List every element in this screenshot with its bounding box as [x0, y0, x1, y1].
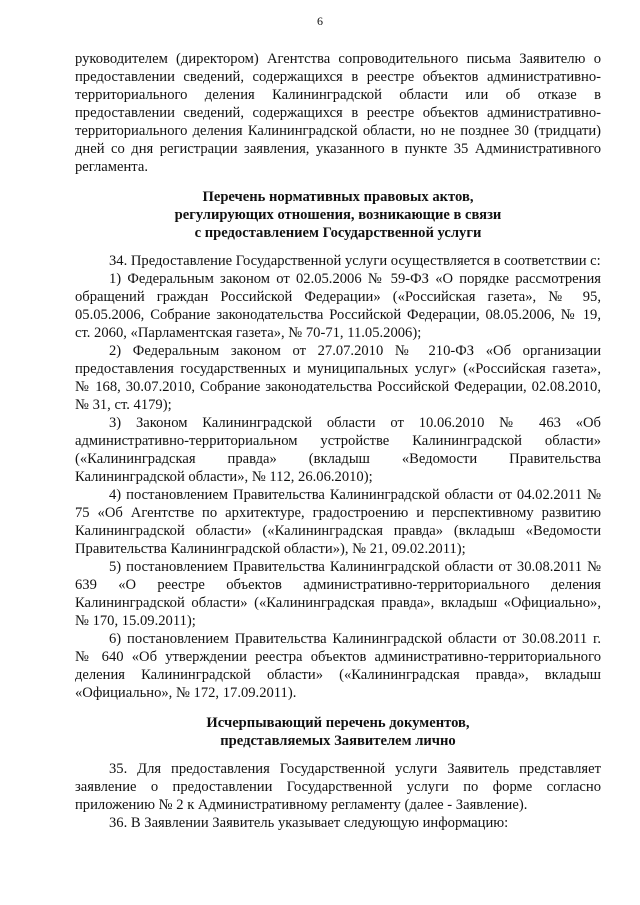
- document-body: [75, 50, 601, 832]
- legal-act-item-4: 4) постановлением Правительства Калининградской области от 04.02.2011 № 75 «Об Агентстве по архитектуре, градостроению и перспективному развитию Калининградской области» («Калининградская правда» (вкладыш «Ведомости Правительства Калининградской области»), № 21, 09.02.2011);: [75, 487, 601, 557]
- legal-act-item-5: 5) постановлением Правительства Калининградской области от 30.08.2011 № 639 «О реестре объектов административно-территориального деления Калининградской области» («Калининградская правда», вкладыш «Официально», № 170, 15.09.2011);: [75, 559, 601, 629]
- legal-act-item-3: 3) Законом Калининградской области от 10.06.2010 № 463 «Об административно-территориальном устройстве Калининградской области» («Калининградская правда» (вкладыш «Ведомости Правительства Калининградской области», № 112, 26.06.2010);: [75, 415, 601, 485]
- paragraph-34: 34. Предоставление Государственной услуги осуществляется в соответствии с:: [109, 253, 601, 269]
- page-number: 6: [317, 14, 323, 28]
- section-heading-documents: [75, 714, 601, 750]
- heading-line: Исчерпывающий перечень документов,: [206, 715, 470, 731]
- legal-act-item-2: 2) Федеральным законом от 27.07.2010 № 210-ФЗ «Об организации предоставления государственных и муниципальных услуг» («Российская газета», № 168, 30.07.2010, Собрание законодательства Российской Федерации, 02.08.2010, № 31, ст. 4179);: [75, 343, 601, 413]
- paragraph-35: 35. Для предоставления Государственной услуги Заявитель представляет заявление о предоставлении Государственной услуги по форме согласно приложению № 2 к Административному регламенту (далее - Заявление).: [75, 761, 601, 813]
- documents-list: [75, 760, 601, 832]
- paragraph-36: 36. В Заявлении Заявитель указывает следующую информацию:: [109, 815, 509, 831]
- section-heading-legal-acts: [75, 188, 601, 242]
- legal-acts-list: [75, 252, 601, 702]
- intro-paragraph: руководителем (директором) Агентства сопроводительного письма Заявителю о предоставлении сведений, содержащихся в реестре объектов административно-территориального деления Калининградской области или об отказе в предоставлении сведений, содержащихся в реестре объектов административно-территориального деления Калининградской области, но не позднее 30 (тридцати) дней со дня регистрации заявления, указанного в пункте 35 Административного регламента.: [75, 51, 601, 175]
- heading-line: с предоставлением Государственной услуги: [194, 225, 482, 241]
- heading-line: регулирующих отношения, возникающие в связи: [174, 207, 502, 223]
- heading-line: представляемых Заявителем лично: [220, 733, 456, 749]
- legal-act-item-6: 6) постановлением Правительства Калининградской области от 30.08.2011 г. № 640 «Об утверждении реестра объектов административно-территориального деления Калининградской области» («Калининградская правда», вкладыш «Официально», № 172, 17.09.2011).: [75, 631, 601, 701]
- legal-act-item-1: 1) Федеральным законом от 02.05.2006 № 59-ФЗ «О порядке рассмотрения обращений граждан Российской Федерации» («Российская газета», № 95, 05.05.2006, Собрание законодательства Российской Федерации, 08.05.2006, № 19, ст. 2060, «Парламентская газета», № 70-71, 11.05.2006);: [75, 271, 601, 341]
- heading-line: Перечень нормативных правовых актов,: [202, 189, 474, 205]
